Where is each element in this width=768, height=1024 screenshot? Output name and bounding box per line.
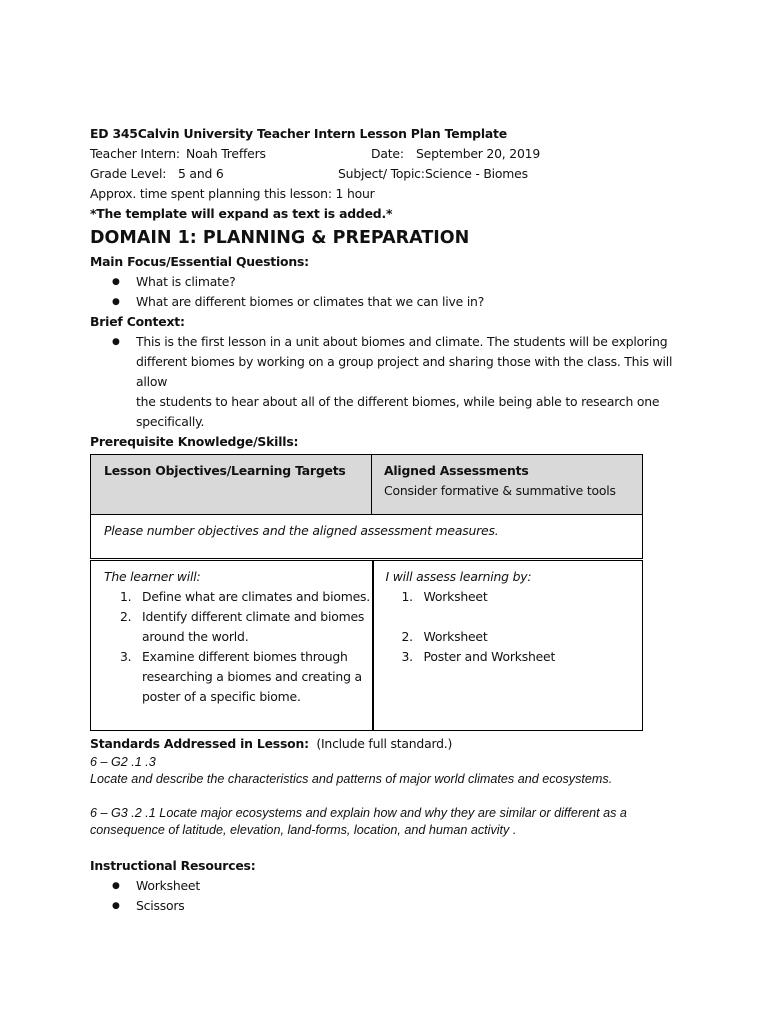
document-title: ED 345Calvin University Teacher Intern Lesson Plan Template [90,126,507,141]
standards-label-note: (Include full standard.) [316,736,453,751]
context-list [90,332,690,432]
table-header-row [90,454,643,515]
standard-2-line: consequence of latitude, elevation, land-forms, location, and human activity . [90,823,517,837]
assessments-list [386,587,643,667]
objective-line: Identify different climate and biomes [142,609,365,624]
lesson-plan-header [90,124,690,452]
objectives-intro: The learner will: [104,569,201,584]
date-value: September 20, 2019 [416,146,541,161]
assessment-text: Worksheet [423,589,488,604]
grade-value: 5 and 6 [178,166,224,181]
objectives-cell [90,560,373,731]
list-item: ● Scissors [90,896,710,916]
prereq-label: Prerequisite Knowledge/Skills: [90,434,299,449]
item-number: 3. [120,649,132,664]
standards-and-resources [90,734,710,916]
standard-1-code: 6 – G2 .1 .3 [90,755,156,769]
list-item [104,607,372,647]
subject-label: Subject/ Topic: [338,166,425,181]
list-item: ● What are different biomes or climates that we can live in? [90,292,690,312]
objective-line: Examine different biomes through [142,649,348,664]
teacher-date-row [90,144,690,164]
table-note: Please number objectives and the aligned assessment measures. [90,515,643,559]
subject-value: Science - Biomes [425,166,528,181]
list-item [90,332,690,432]
context-line: ● This is the first lesson in a unit about biomes and climate. The students will be exploring [136,334,668,349]
item-number: 1. [120,589,132,604]
spacer [90,839,710,856]
date-label: Date: [371,146,404,161]
list-item [104,647,372,707]
assessments-subheader: Consider formative & summative tools [384,483,616,498]
planning-time: Approx. time spent planning this lesson: 1 hour [90,186,375,201]
table-body-row [90,559,643,731]
standards-heading [90,734,710,754]
assessments-header-cell [372,455,642,514]
list-item [386,647,643,667]
assessments-header: Aligned Assessments [384,463,529,478]
grade-subject-row [90,164,690,184]
item-number: 2. [401,629,413,644]
list-item: ● What is climate? [90,272,690,292]
list-item [104,587,372,607]
standard-2-line: 6 – G3 .2 .1 Locate major ecosystems and explain how and why they are similar or different as a [90,806,627,820]
brief-context-label: Brief Context: [90,314,185,329]
item-number: 1. [401,589,413,604]
objectives-table [90,454,643,731]
domain-heading: DOMAIN 1: PLANNING & PREPARATION [90,228,470,248]
objectives-list [104,587,372,707]
objective-line: Define what are climates and biomes. [142,589,370,604]
resources-label: Instructional Resources: [90,858,256,873]
standards-label: Standards Addressed in Lesson: [90,736,309,751]
spacer [90,788,710,805]
main-focus-label: Main Focus/Essential Questions: [90,254,309,269]
assessment-text: Poster and Worksheet [423,649,556,664]
objective-line: poster of a specific biome. [142,689,301,704]
list-item: ● Worksheet [90,876,710,896]
objectives-header: Lesson Objectives/Learning Targets [91,455,372,514]
template-note: *The template will expand as text is added.* [90,206,393,221]
list-item [386,587,643,607]
objective-line: researching a biomes and creating a [142,669,362,684]
item-number: 2. [120,609,132,624]
standard-1-text: Locate and describe the characteristics and patterns of major world climates and ecosystems. [90,772,613,786]
context-line: different biomes by working on a group project and sharing those with the class. This will allow [136,354,673,389]
list-spacer [386,607,643,627]
context-line: specifically. [136,414,205,429]
essential-questions-list [90,272,690,312]
resources-list [90,876,710,916]
assessment-text: Worksheet [423,629,488,644]
context-line: the students to hear about all of the different biomes, while being able to research one [136,394,660,409]
assessments-intro: I will assess learning by: [385,569,532,584]
grade-label: Grade Level: [90,166,167,181]
item-number: 3. [401,649,413,664]
list-item [386,627,643,647]
teacher-label: Teacher Intern: [90,146,180,161]
objective-line: around the world. [142,629,249,644]
teacher-name: Noah Treffers [186,146,266,161]
assessments-cell [372,560,644,731]
